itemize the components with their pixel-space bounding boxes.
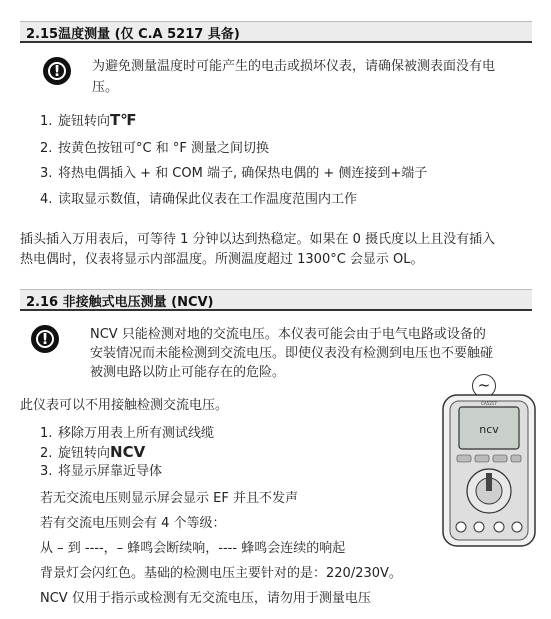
ef-line: 若无交流电压则显示屏会显示 EF 并且不发声 xyxy=(40,491,298,506)
step-item: 1. 移除万用表上所有测试线缆 xyxy=(40,426,215,441)
section-title: 2.16 非接触式电压测量 (NCV) xyxy=(26,295,214,310)
warning-text-line: NCV 只能检测对地的交流电压。本仪表可能会由于电气电路或设备的 xyxy=(90,327,486,342)
warning-text-line: 为避免测量温度时可能产生的电击或损坏仪表，请确保被测表面没有电 xyxy=(92,59,496,74)
intro-text: 此仪表可以不用接触检测交流电压。 xyxy=(20,398,229,413)
warning-text-line: 被测电路以防止可能存在的危险。 xyxy=(90,365,286,380)
multimeter-image xyxy=(441,393,537,548)
warning-icon: ! xyxy=(31,325,59,353)
meter-brand-label: CA5217 xyxy=(481,401,497,406)
step-item: 4. 读取显示数值，请确保此仪表在工作温度范围内工作 xyxy=(40,192,358,207)
step-item: 1. 旋钮转向T℉ xyxy=(40,111,137,129)
step-item: 3. 将热电偶插入 + 和 COM 端子, 确保热电偶的 + 侧连接到+端子 xyxy=(40,166,428,181)
warning-text-line: 安装情况而未能检测到交流电压。即使仪表没有检测到电压也不要触碰 xyxy=(90,346,494,361)
step-item: 2. 旋钮转向NCV xyxy=(40,443,146,461)
ac-wave-icon: ~ xyxy=(472,374,496,398)
step-item: 3. 将显示屏靠近导体 xyxy=(40,464,163,479)
beep-line: 从 – 到 ----，– 蜂鸣会断续响，---- 蜂鸣会连续的响起 xyxy=(40,541,346,556)
step-item: 2. 按黄色按钮可°C 和 °F 测量之间切换 xyxy=(40,141,269,156)
section-heading-bar xyxy=(20,21,532,43)
backlight-line: 背景灯会闪红色。基础的检测电压主要针对的是：220/230V。 xyxy=(40,566,402,581)
levels-line: 若有交流电压则会有 4 个等级： xyxy=(40,516,226,531)
note-line: 热电偶时，仪表将显示内部温度。所测温度超过 1300°C 会显示 OL。 xyxy=(20,252,424,267)
warning-text-line: 压。 xyxy=(92,80,119,95)
meter-display-text: ncv xyxy=(479,423,499,436)
note-line: 插头插入万用表后，可等待 1 分钟以达到热稳定。如果在 0 摄氏度以上且没有插入 xyxy=(20,232,496,247)
ncv-usage-line: NCV 仅用于指示或检测有无交流电压，请勿用于测量电压 xyxy=(40,591,371,606)
warning-icon: ! xyxy=(43,57,71,85)
section-heading-bar xyxy=(20,289,532,311)
temperature-symbol: T℉ xyxy=(110,111,137,129)
section-title: 2.15温度测量 (仅 C.A 5217 具备) xyxy=(26,27,240,42)
ncv-symbol: NCV xyxy=(110,443,146,461)
